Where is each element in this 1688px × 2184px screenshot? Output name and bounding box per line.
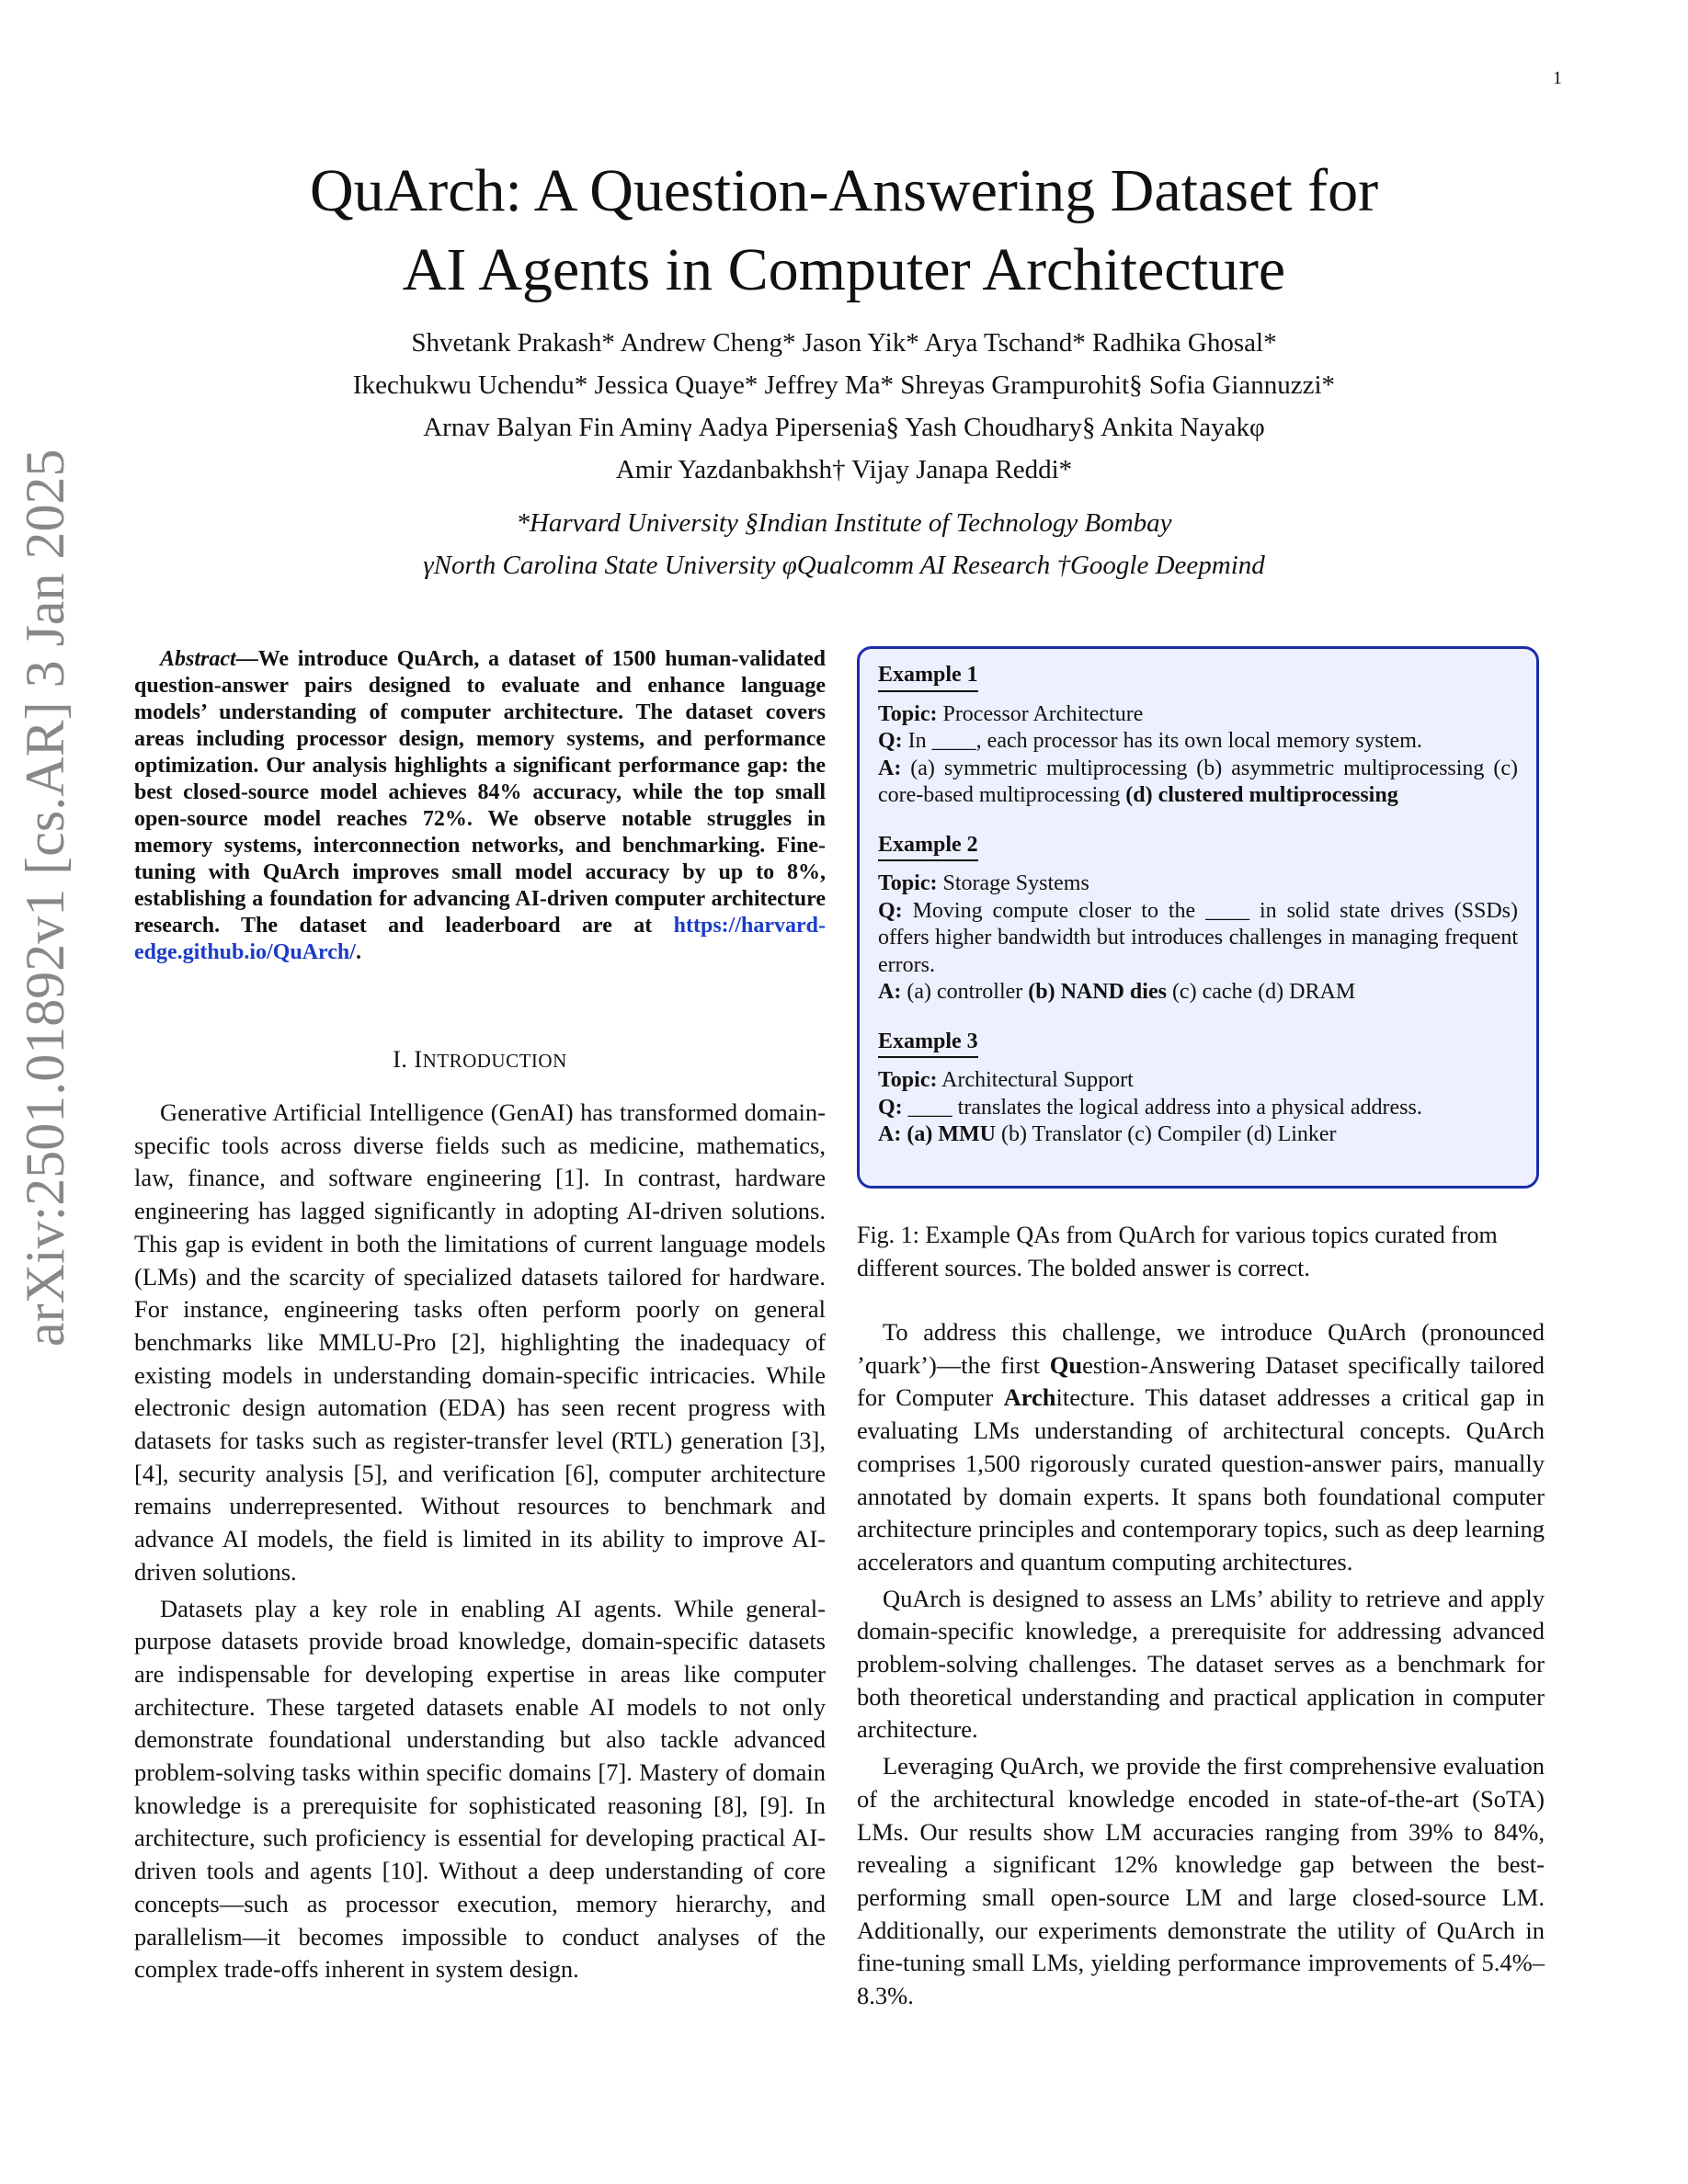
topic-label: Topic: [878,871,938,895]
section-rest: NTRODUCTION [422,1050,567,1072]
section-heading-introduction [134,1046,826,1074]
answer-label: A: [878,980,902,1004]
abstract-end: . [355,940,361,964]
right-paragraph-3: Leveraging QuArch, we provide the first comprehensive evaluation of the architectural knowledge encoded in state-of-the-art (SoTA) LMs. Our results show LM accuracies ranging from 39% to 84%, revealing a significant 12% knowledge gap between the best-performing small open-source LM and large closed-source LM. Additionally, our experiments demonstrate the utility of QuArch in fine-tuning small LMs, yielding performance improvements of 5.4%–8.3%. [857,1752,1545,2010]
title-line-1: QuArch: A Question-Answering Dataset for [309,157,1379,224]
section-number: I. [393,1046,415,1073]
intro-paragraph-1: Generative Artificial Intelligence (GenAI) has transformed domain-specific tools across diverse fields such as medicine, mathematics, law, finance, and software engineering [1]. In contrast, hardware engineering has lagged significantly in adopting AI-driven solutions. This gap is evident in both the limitations of current language models (LMs) and the scarcity of specialized datasets tailored for hardware. For instance, engineering tasks often perform poorly on general benchmarks like MMLU-Pro [2], highlighting the inadequacy of existing models in understanding domain-specific intricacies. While electronic design automation (EDA) has seen recent progress with datasets for tasks such as register-transfer level (RTL) generation [3], [4], security analysis [5], and verification [6], computer architecture remains underrepresented. Without resources to benchmark and advance AI models, the field is limited in its ability to improve AI-driven solutions. [134,1098,826,1586]
correct-answer: (b) NAND dies [1028,980,1167,1004]
question-label: Q: [878,729,903,753]
example-heading: Example 3 [878,1029,978,1059]
answer-options-rest: (c) cache (d) DRAM [1166,980,1356,1004]
example-question [878,728,1518,756]
example-question [878,1095,1518,1122]
affiliation-line: *Harvard University §Indian Institute of Technology Bombay [516,508,1172,538]
example-topic [878,870,1518,898]
correct-answer: (a) MMU [907,1122,996,1146]
affiliation-line: γNorth Carolina State University φQualcomm AI Research †Google Deepmind [423,551,1265,580]
example-heading: Example 1 [878,662,978,692]
example-answer [878,1121,1518,1149]
example-topic [878,1067,1518,1095]
topic-text: Processor Architecture [937,701,1144,726]
example-block [878,1029,1518,1149]
dataset-link[interactable]: https://harvard-edge.github.io/QuArch/ [134,914,826,964]
intro-paragraph-2: Datasets play a key role in enabling AI agents. While general-purpose datasets provide broad knowledge, domain-specific datasets are indispensable for developing expertise in areas like computer architecture. These targeted datasets enable AI models to not only demonstrate foundational understanding but also tackle advanced problem-solving tasks within specific domains [7]. Mastery of domain knowledge is a prerequisite for sophisticated reasoning [8], [9]. In architecture, such proficiency is essential for developing practical AI-driven tools and agents [10]. Without a deep understanding of core concepts—such as processor execution, memory hierarchy, and parallelism—it becomes impossible to conduct analyses of the complex trade-offs inherent in system design. [134,1594,826,1984]
topic-label: Topic: [878,701,938,726]
topic-text: Architectural Support [937,1068,1134,1092]
example-block [878,832,1518,1007]
answer-options: (a) symmetric multiprocessing (b) asymmetric multiprocessing (c) core-based multiprocessing [878,756,1518,807]
question-text: Moving compute closer to the ____ in solid state drives (SSDs) offers higher bandwidth but introduces challenges in managing frequent errors. [878,898,1518,977]
question-label: Q: [878,1095,903,1120]
question-text: In ____, each processor has its own local memory system. [902,729,1422,753]
author-line: Ikechukwu Uchendu* Jessica Quaye* Jeffrey Ma* Shreyas Grampurohit§ Sofia Giannuzzi* [352,370,1336,400]
page-number: 1 [1553,68,1562,88]
example-block [878,662,1518,810]
abstract [134,646,826,966]
bold-acronym-part: Arch [1003,1383,1056,1412]
question-label: Q: [878,898,903,923]
section-first-letter: I [414,1046,423,1073]
example-answer [878,756,1518,810]
example-question [878,898,1518,980]
text-span: itecture. This dataset addresses a critical gap in evaluating LMs understanding of architectural concepts. QuArch comprises 1,500 rigorously curated question-answer pairs, manually annotated by domain experts. It spans both foundational computer architecture principles and contemporary topics, such as deep learning accelerators and quantum computing architectures. [857,1383,1545,1575]
bold-acronym-part: Qu [1049,1350,1083,1379]
answer-options: (a) controller [901,980,1029,1004]
paper-title [0,152,1688,310]
example-answer [878,979,1518,1007]
affiliations [0,502,1688,586]
abstract-label: Abstract [160,647,236,671]
right-paragraph-2: QuArch is designed to assess an LMs’ ability to retrieve and apply domain-specific knowledge, a prerequisite for addressing advanced problem-solving challenges. The dataset serves as a benchmark for both theoretical understanding and practical application in computer architecture. [857,1584,1545,1744]
author-line: Arnav Balyan Fin Aminγ Aadya Pipersenia§ Yash Choudhary§ Ankita Nayakφ [423,413,1265,442]
example-heading: Example 2 [878,832,978,862]
text-span: To address this challenge, we introduce QuArch (pronounced ’quark’)—the first [857,1318,1545,1379]
intro-right-column [857,1316,1545,2017]
author-line: Amir Yazdanbakhsh† Vijay Janapa Reddi* [615,455,1073,484]
text-span: estion-Answering Dataset specifically tailored for Computer [857,1350,1545,1412]
right-paragraph-1 [857,1316,1545,1579]
answer-options-rest: (b) Translator (c) Compiler (d) Linker [995,1122,1337,1146]
title-line-2: AI Agents in Computer Architecture [402,236,1286,303]
figure-1-examples-box [857,646,1539,1189]
topic-label: Topic: [878,1068,938,1092]
topic-text: Storage Systems [937,871,1089,895]
author-line: Shvetank Prakash* Andrew Cheng* Jason Yik* Arya Tschand* Radhika Ghosal* [411,328,1277,358]
answer-label: A: [878,1122,902,1146]
abstract-text: —We introduce QuArch, a dataset of 1500 human-validated question-answer pairs designed to evaluate and enhance language models’ understanding of computer architecture. The dataset covers areas including processor design, memory systems, and performance optimization. Our analysis highlights a significant performance gap: the best closed-source model achieves 84% accuracy, while the top small open-source model reaches 72%. We observe notable struggles in memory systems, interconnection networks, and benchmarking. Fine-tuning with QuArch improves small model accuracy by up to 8%, establishing a foundation for advancing AI-driven computer architecture research. The dataset and leaderboard are at [134,647,826,938]
question-text: ____ translates the logical address into a physical address. [902,1095,1422,1120]
author-list [0,322,1688,491]
example-topic [878,701,1518,729]
intro-left-column [134,1097,826,1990]
figure-caption: Fig. 1: Example QAs from QuArch for various topics curated from different sources. The bolded answer is correct. [857,1222,1498,1281]
arxiv-stamp: arXiv:2501.01892v1 [cs.AR] 3 Jan 2025 [15,449,75,1347]
correct-answer: (d) clustered multiprocessing [1125,783,1398,807]
answer-label: A: [878,756,902,780]
